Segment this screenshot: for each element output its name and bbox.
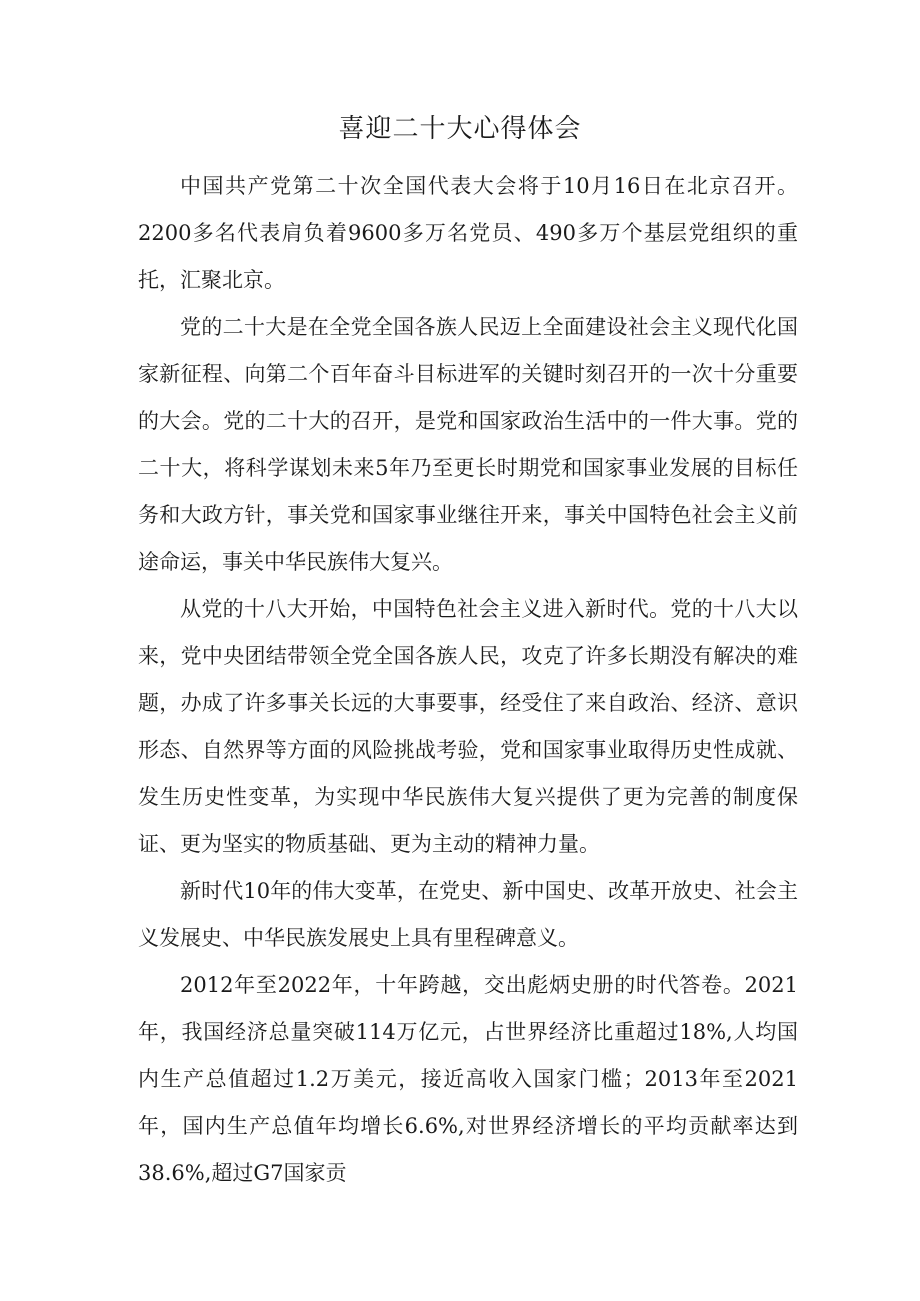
document-title: 喜迎二十大心得体会 <box>338 114 582 144</box>
document-body <box>138 163 798 1197</box>
paragraph-2: 党的二十大是在全党全国各族人民迈上全面建设社会主义现代化国家新征程、向第二个百年奋斗目标进军的关键时刻召开的一次十分重要的大会。党的二十大的召开，是党和国家政治生活中的一件大事。党的二十大，将科学谋划未来5年乃至更长时期党和国家事业发展的目标任务和大政方针，事关党和国家事业继往开来，事关中国特色社会主义前途命运，事关中华民族伟大复兴。 <box>138 315 798 574</box>
paragraph-4: 新时代10年的伟大变革，在党史、新中国史、改革开放史、社会主义发展史、中华民族发展史上具有里程碑意义。 <box>138 879 798 950</box>
paragraph-3: 从党的十八大开始，中国特色社会主义进入新时代。党的十八大以来，党中央团结带领全党全国各族人民，攻克了许多长期没有解决的难题，办成了许多事关长远的大事要事，经受住了来自政治、经济、意识形态、自然界等方面的风险挑战考验，党和国家事业取得历史性成就、发生历史性变革，为实现中华民族伟大复兴提供了更为完善的制度保证、更为坚实的物质基础、更为主动的精神力量。 <box>138 597 798 856</box>
paragraph-1: 中国共产党第二十次全国代表大会将于10月16日在北京召开。2200多名代表肩负着9600多万名党员、490多万个基层党组织的重托，汇聚北京。 <box>138 174 798 292</box>
paragraph-5: 2012年至2022年，十年跨越，交出彪炳史册的时代答卷。2021年，我国经济总量突破114万亿元，占世界经济比重超过18%,人均国内生产总值超过1.2万美元，接近高收入国家门槛；2013年至2021年，国内生产总值年均增长6.6%,对世界经济增长的平均贡献率达到38.6%,超过G7国家贡 <box>138 973 798 1185</box>
